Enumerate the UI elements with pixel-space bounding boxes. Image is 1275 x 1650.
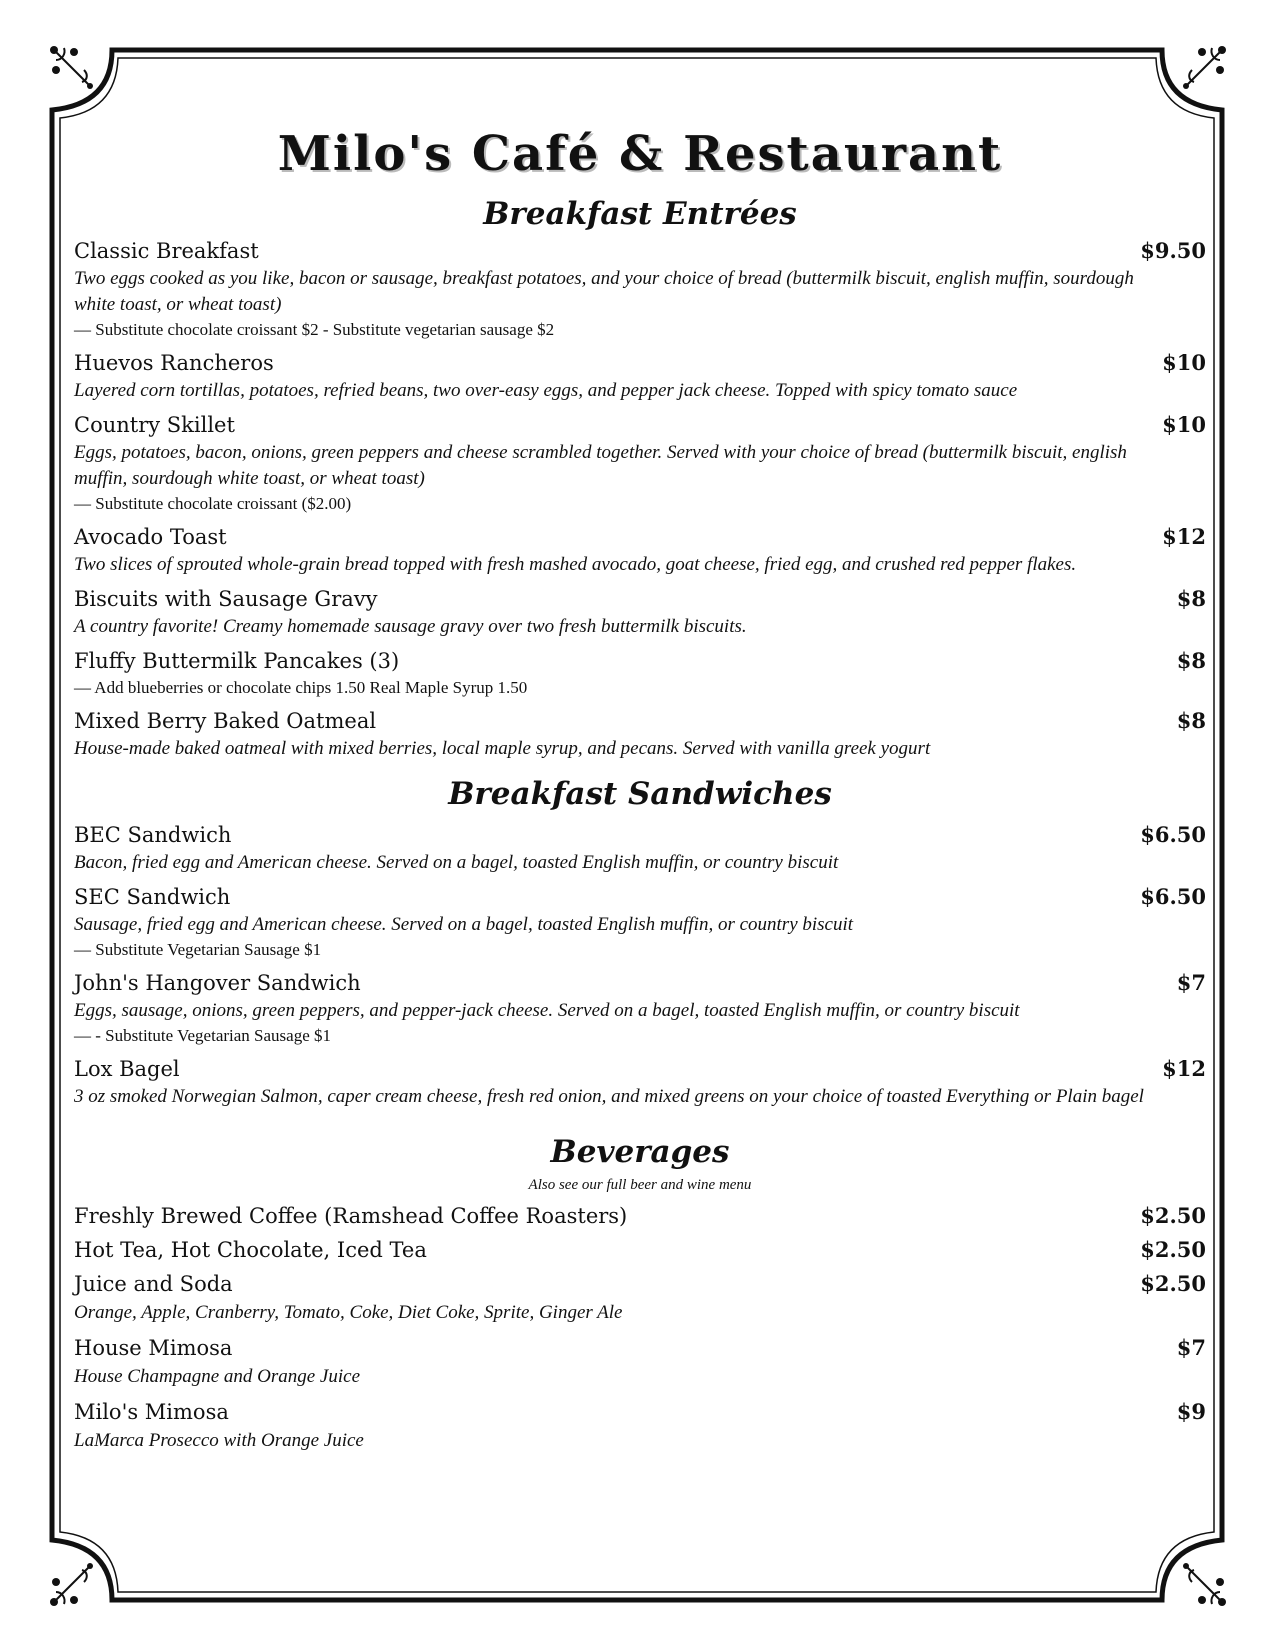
item-description: 3 oz smoked Norwegian Salmon, caper cream cheese, fresh red onion, and mixed greens on your choice of toasted Everything or Plain bagel xyxy=(74,1086,1144,1107)
item-price: $9 xyxy=(1176,1399,1206,1424)
corner-floral-ornament-icon xyxy=(44,40,100,96)
item-price: $10 xyxy=(1162,412,1206,437)
item-name: Classic Breakfast xyxy=(74,239,259,263)
menu-item xyxy=(74,236,1206,342)
item-description: Sausage, fried egg and American cheese. Served on a bagel, toasted English muffin, or country biscuit xyxy=(74,914,854,935)
item-description: Orange, Apple, Cranberry, Tomato, Coke, Diet Coke, Sprite, Ginger Ale xyxy=(74,1302,623,1323)
item-name: Fluffy Buttermilk Pancakes (3) xyxy=(74,649,400,673)
beverages-note: Also see our full beer and wine menu xyxy=(528,1177,752,1193)
item-description: House Champagne and Orange Juice xyxy=(74,1366,361,1387)
item-name: John's Hangover Sandwich xyxy=(74,971,361,995)
item-note: — Add blueberries or chocolate chips 1.50 Real Maple Syrup 1.50 xyxy=(74,678,528,697)
item-price: $7 xyxy=(1176,1335,1206,1360)
restaurant-title: Milo's Café & Restaurant xyxy=(277,126,1003,182)
item-name: Juice and Soda xyxy=(74,1272,233,1296)
section-title-breakfast-sandwiches: Breakfast Sandwiches xyxy=(448,776,832,812)
item-name: Huevos Rancheros xyxy=(74,351,274,375)
item-price: $2.50 xyxy=(1140,1203,1206,1228)
item-name: Lox Bagel xyxy=(74,1057,180,1081)
menu-item xyxy=(74,1396,1206,1454)
corner-floral-ornament-icon xyxy=(44,1556,100,1612)
menu-item xyxy=(74,820,1206,876)
item-price: $7 xyxy=(1176,970,1206,995)
item-description: Bacon, fried egg and American cheese. Served on a bagel, toasted English muffin, or country biscuit xyxy=(74,852,839,873)
item-price: $6.50 xyxy=(1140,884,1206,909)
item-description: LaMarca Prosecco with Orange Juice xyxy=(74,1430,364,1451)
menu-item xyxy=(74,410,1206,516)
item-price: $10 xyxy=(1162,350,1206,375)
item-name: Biscuits with Sausage Gravy xyxy=(74,587,378,611)
item-price: $8 xyxy=(1176,648,1206,673)
item-name: SEC Sandwich xyxy=(74,885,231,909)
item-name: Hot Tea, Hot Chocolate, Iced Tea xyxy=(74,1238,427,1262)
item-note: — Substitute Vegetarian Sausage $1 xyxy=(74,940,322,959)
menu-item xyxy=(74,968,1206,1048)
menu-item xyxy=(74,706,1206,762)
item-description: Eggs, potatoes, bacon, onions, green peppers and cheese scrambled together. Served with your choice of bread (buttermilk biscuit, english muffin, sourdough white toast, or wheat toast) xyxy=(74,442,1127,489)
menu-item xyxy=(74,646,1206,700)
item-price: $9.50 xyxy=(1140,238,1206,263)
menu-item xyxy=(74,584,1206,640)
item-note: — - Substitute Vegetarian Sausage $1 xyxy=(74,1026,332,1045)
menu-item xyxy=(74,882,1206,962)
item-name: Country Skillet xyxy=(74,413,235,437)
item-price: $6.50 xyxy=(1140,822,1206,847)
item-description: Eggs, sausage, onions, green peppers, and pepper-jack cheese. Served on a bagel, toasted English muffin, or country biscuit xyxy=(74,1000,1020,1021)
item-price: $8 xyxy=(1176,586,1206,611)
section-title-beverages: Beverages xyxy=(550,1134,730,1170)
item-name: Milo's Mimosa xyxy=(74,1400,229,1424)
menu-item xyxy=(74,1332,1206,1390)
item-description: House-made baked oatmeal with mixed berries, local maple syrup, and pecans. Served with vanilla greek yogurt xyxy=(74,738,931,759)
item-price: $12 xyxy=(1162,524,1206,549)
item-description: Two slices of sprouted whole-grain bread topped with fresh mashed avocado, goat cheese, fried egg, and crushed red pepper flakes. xyxy=(74,554,1077,575)
menu-item xyxy=(74,522,1206,578)
item-name: Mixed Berry Baked Oatmeal xyxy=(74,709,377,733)
item-name: Freshly Brewed Coffee (Ramshead Coffee Roasters) xyxy=(74,1204,628,1228)
section-title-breakfast-entrees: Breakfast Entrées xyxy=(483,196,797,232)
item-name: Avocado Toast xyxy=(74,525,227,549)
corner-floral-ornament-icon xyxy=(1176,40,1232,96)
item-note: — Substitute chocolate croissant $2 - Substitute vegetarian sausage $2 xyxy=(74,320,555,339)
item-description: Layered corn tortillas, potatoes, refried beans, two over-easy eggs, and pepper jack cheese. Topped with spicy tomato sauce xyxy=(74,380,1018,401)
item-description: Two eggs cooked as you like, bacon or sausage, breakfast potatoes, and your choice of bread (buttermilk biscuit, english muffin, sourdough white toast, or wheat toast) xyxy=(74,268,1134,315)
item-note: — Substitute chocolate croissant ($2.00) xyxy=(74,494,352,513)
menu-item xyxy=(74,348,1206,404)
menu-item xyxy=(74,1234,1206,1266)
menu-item xyxy=(74,1200,1206,1232)
item-price: $2.50 xyxy=(1140,1271,1206,1296)
item-price: $8 xyxy=(1176,708,1206,733)
menu-content xyxy=(74,118,1206,1460)
menu-item xyxy=(74,1268,1206,1326)
item-name: BEC Sandwich xyxy=(74,823,232,847)
menu-item xyxy=(74,1054,1206,1110)
item-price: $12 xyxy=(1162,1056,1206,1081)
corner-floral-ornament-icon xyxy=(1176,1556,1232,1612)
item-price: $2.50 xyxy=(1140,1237,1206,1262)
item-description: A country favorite! Creamy homemade sausage gravy over two fresh buttermilk biscuits. xyxy=(74,616,747,637)
item-name: House Mimosa xyxy=(74,1336,233,1360)
